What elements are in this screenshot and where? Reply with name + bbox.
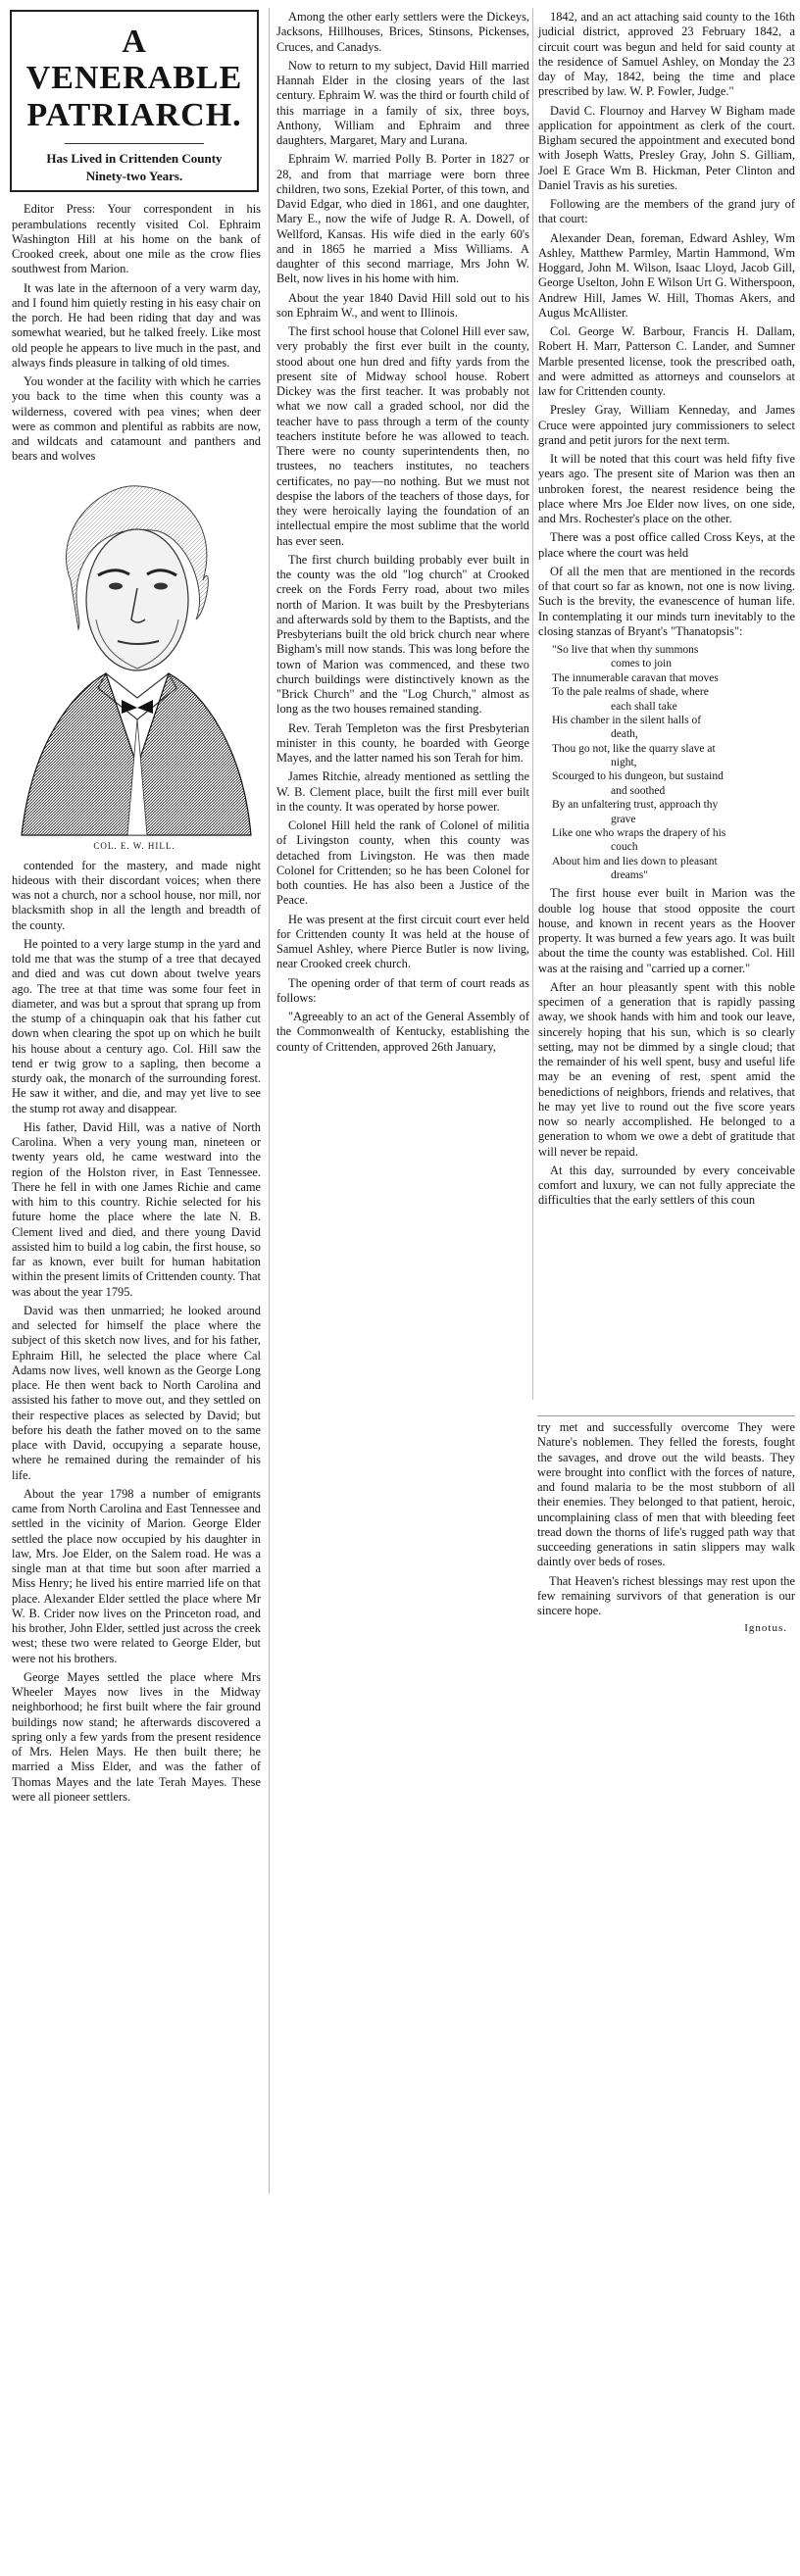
- paragraph: George Mayes settled the place where Mrs Wheeler Mayes now lives in the Midway neighborhood; he first built where the fair ground buildings now stand; he afterwards discovered a spring only a few yards from the present residence of Mrs. Helen Mays. He then built there; he married a Miss Elder, and was the father of Thomas Mayes and the late Terah Mayes. These were all pioneer settlers.: [12, 1669, 261, 1804]
- paragraph: About the year 1798 a number of emigrants came from North Carolina and East Tennessee and settled in the vicinity of Marion. George Elder settled the place now occupied by his daughter in law, Mrs. Joe Elder, on the Salem road. He was a single man at that time but soon after married a Miss Henry; he lived his entire married life on that place. Alexander Elder settled the place where Mr W. B. Crider now lives on the Princeton road, and his brother, John Elder, settled just across the creek west; these two were related to George Elder, but were not his brothers.: [12, 1486, 261, 1665]
- paragraph: There was a post office called Cross Keys, at the place where the court was held: [538, 530, 795, 560]
- portrait-engraving: [12, 472, 257, 835]
- poem-line: dreams": [611, 869, 648, 881]
- portrait: [10, 472, 259, 851]
- paragraph: David C. Flournoy and Harvey W Bigham made application for appointment as clerk of the court. Bigham secured the appointment and executed bond with Joseph Watts, Presley Gray, John S. Gilliam, Joel E Grace Wm B. Hickman, Peter Clinton and Daniel Travis as his sureties.: [538, 103, 795, 192]
- paragraph: About the year 1840 David Hill sold out to his son Ephraim W., and went to Illinois.: [276, 290, 529, 320]
- paragraph: It was late in the afternoon of a very warm day, and I found him quietly resting in his easy chair on the porch. He had been riding that day and was somewhat wearied, but he talked freely. Like most old people he appears to live much in the past, and always finds pleasure in talking of old times.: [12, 280, 261, 370]
- column-3: [538, 10, 795, 1402]
- poem-line: each shall take: [611, 700, 677, 713]
- subhead-line-1: Has Lived in Crittenden County: [46, 151, 223, 167]
- poem-line: and soothed: [611, 784, 666, 797]
- paragraph: Alexander Dean, foreman, Edward Ashley, Wm Ashley, Matthew Parmley, Martin Hammond, Wm Hoggard, John M. Wilson, Isaac Lloyd, Jacob Gill, George Uselton, John E Wilson Urt G. Witherspoon, Andrew Hill, James W. Hill, Thomas Akers, and Augus McAllister.: [538, 230, 795, 320]
- column-2: [275, 10, 531, 2205]
- poem-line: His chamber in the silent halls of: [552, 714, 702, 726]
- poem-line: Scourged to his dungeon, but sustaind: [552, 770, 724, 783]
- poem-line: Like one who wraps the drapery of his: [552, 826, 726, 839]
- column-rule: [532, 8, 533, 1400]
- paragraph: It will be noted that this court was held fifty five years ago. The present site of Marion was then an unbroken forest, the nearest residence being the place where Mrs Joe Elder now lives, on one side, and Mrs. Rochester's place on the other.: [538, 452, 795, 525]
- poem-line: grave: [611, 813, 636, 825]
- paragraph: That Heaven's richest blessings may rest upon the few remaining survivors of that generation is our sincere hope.: [537, 1573, 795, 1617]
- paragraph: 1842, and an act attaching said county to the 16th judicial district, approved 23 February 1842, a circuit court was begun and held for said county at the residence of Samuel Ashley, on Monday the 23 day of May, 1842, being the time and place prescribed by law. W. P. Fowler, Judge.": [538, 10, 795, 99]
- paragraph: The first house ever built in Marion was the double log house that stood opposite the court house, and known in recent years as the Hoover property. It was burned a few years ago. It was built about the time the county was established. Col. Hill was at the raising and "carried up a corner.": [538, 886, 795, 975]
- paragraph: "Agreeably to an act of the General Assembly of the Commonwealth of Kentucky, establishing the county of Crittenden, approved 26th January,: [276, 1010, 529, 1054]
- paragraph: The first school house that Colonel Hill ever saw, very probably the first ever built in the county, stood about one hun dred and fifty yards from the present site of Midway school house. Robert Dickey was the first teacher. It was probably not what we now call a graded school, nor did the teacher have to pass through a term of the county teachers institute before he was allowed to teach. There were no county superintendents then, no trustees, no teachers institutes, no teachers certificates, no pay—no nothing. But we must not despise the labors of the teachers of those days, for they were heroically laying the foundation of an intellectual empire the most sublime that the world has ever seen.: [276, 324, 529, 548]
- poem-line: night,: [611, 757, 637, 768]
- paragraph: Col. George W. Barbour, Francis H. Dallam, Robert H. Marr, Patterson C. Lander, and Sumner Marble presented license, took the prescribed oath, and were admitted as attorneys and counselors at law for Crittenden county.: [538, 324, 795, 398]
- poem-line: Thou go not, like the quarry slave at: [552, 742, 716, 755]
- column-continuation: [537, 1415, 795, 1635]
- poem-line: About him and lies down to pleasant: [552, 855, 718, 867]
- paragraph: After an hour pleasantly spent with this noble specimen of a generation that is rapidly passing away, we shook hands with him and took our leave, sincerely hoping that his sun, which is so clearly setting, may not be dimmed by a single cloud; that the remainder of his well spent, busy and useful life may be an evening of rest, spent amid the benedictions of neighbors, friends and relatives, that he may yet live to round out the five score years now so nearly accomplished. He belonged to a generation to whom we owe a debt of gratitude that will never be repaid.: [538, 979, 795, 1159]
- subhead-line-2: Ninety-two Years.: [85, 168, 183, 183]
- paragraph: contended for the mastery, and made night hideous with their discordant voices; when there was not a church, nor a school house, nor mill, nor blacksmith shop in all the length and breadth of the county.: [12, 858, 261, 932]
- poem-line: death,: [611, 728, 638, 741]
- headline-box: [10, 10, 259, 192]
- column-rule: [269, 8, 270, 2194]
- poem-line: comes to join: [611, 658, 672, 670]
- paragraph: Of all the men that are mentioned in the records of that court so far as known, not one is now living. Such is the brevity, the evanescence of human life. In contemplating it our minds turn inevitably to the closing stanzas of Bryant's "Thanatopsis":: [538, 564, 795, 638]
- headline: A VENERABLE PATRIARCH.: [25, 24, 243, 133]
- poem-quote: [552, 643, 795, 882]
- paragraph: try met and successfully overcome They were Nature's noblemen. They felled the forests, fought the savages, and drove out the wild beasts. They were brought into conflict with the forces of nature, and found malaria to be the most stubborn of all their enemies. They belonged to that patient, heroic, uncomplaining class of men that with bleeding feet tread down the thorns of life's rugged path way that succeeding generations in satin slippers may walk daintly over beds of roses.: [537, 1420, 795, 1569]
- paragraph: Colonel Hill held the rank of Colonel of militia of Livingston county, when this county was detached from Livingston. He was then made Colonel for Crittenden; so he has been Colonel for both counties. He has also been a Justice of the Peace.: [276, 818, 529, 908]
- paragraph: He was present at the first circuit court ever held for Crittenden county It was held at the house of Samuel Ashley, where Pierce Butler is now living, near Crooked creek church.: [276, 912, 529, 971]
- poem-line: couch: [611, 841, 638, 854]
- column-1: [4, 6, 265, 2564]
- portrait-caption: COL. E. W. HILL.: [93, 840, 175, 851]
- paragraph: You wonder at the facility with which he carries you back to the time when this county was a wilderness, covered with pea vines; when deer were as common and plentiful as rabbits are now, and wildcats and catamount and panthers and bears and wolves: [12, 374, 261, 464]
- paragraph: Editor Press: Your correspondent in his perambulations recently visited Col. Ephraim Washington Hill at his home on the bank of Crooked creek, about one mile as the crow flies southwest from Marion.: [12, 202, 261, 276]
- paragraph: Following are the members of the grand jury of that court:: [538, 197, 795, 226]
- paragraph: Now to return to my subject, David Hill married Hannah Elder in the closing years of the last century. Ephraim W. was the third or fourth child of this marriage in a family of six, three boys, Anthony, William and Ephraim and three daughters, Margaret, Mary and Lurana.: [276, 58, 529, 147]
- paragraph: Among the other early settlers were the Dickeys, Jacksons, Hillhouses, Brices, Stinsons, Pickenses, Cruces, and Canadys.: [276, 10, 529, 54]
- author-signature: Ignotus.: [744, 1622, 787, 1635]
- paragraph: At this day, surrounded by every conceivable comfort and luxury, we can not fully appreciate the difficulties that the early settlers of this coun: [538, 1163, 795, 1208]
- paragraph: He pointed to a very large stump in the yard and told me that was the stump of a tree that decayed and died and was cut down about twelve years ago. The tree at that time was some four feet in diameter, and was but a sprout that sprang up from the stump of a chinquapin oak that his father cut down when clearing the spot up on which he built his house about a century ago. Col. Hill saw the tend er twig grow to a sapling, then become a sturdy oak, the monarch of the surrounding forest. He saw it wither, and die, and may yet live to see the stump rot away and disappear.: [12, 936, 261, 1115]
- poem-line: By an unfaltering trust, approach thy: [552, 799, 719, 812]
- paragraph: The opening order of that term of court reads as follows:: [276, 975, 529, 1005]
- paragraph: His father, David Hill, was a native of North Carolina. When a very young man, nineteen or twenty years old, he came westward into the region of the Holston river, in East Tennessee. There he fell in with one James Richie and came with him to this country. Richie selected for his future home the place where the late N. B. Clement lived and died, and there young David assisted him to build a log cabin, the first house, so far as known, ever built for human habitation within the present limits of Crittenden county. That was about the year 1795.: [12, 1119, 261, 1299]
- poem-line: "So live that when thy summons: [552, 644, 699, 656]
- paragraph: Rev. Terah Templeton was the first Presbyterian minister in this county, he boarded with George Mayes, and the latter named his son Terah for him.: [276, 720, 529, 765]
- paragraph: Presley Gray, William Kenneday, and James Cruce were appointed jury commissioners to select grand and petit jurors for the next term.: [538, 403, 795, 447]
- poem-line: The innumerable caravan that moves: [552, 671, 719, 684]
- paragraph: David was then unmarried; he looked around and selected for himself the place where the subject of this sketch now lives, and for his father, Ephraim Hill, he selected the place where Cal Adams now lives, well known as the George Long place. He then went back to North Carolina and assisted his father to move out, and they settled on their respective places as selected by David; but before his death the father moved on to the same place with David, occupying a separate house, where he remained during the remainder of his life.: [12, 1303, 261, 1482]
- poem-line: To the pale realms of shade, where: [552, 686, 709, 699]
- paragraph: The first church building probably ever built in the county was the old "log church" at Crooked creek on the Fords Ferry road, about two miles north of Marion. It was built by the Presbyterians and afterwards sold by them to the Baptists, and the Presbyterians built the old brick church near where Bigham's mill now stands. This was long before the town of Marion was commenced, and these two church buildings were distinctively known as the "Brick Church" and the "Log Church," almost as long as the two houses remained standing.: [276, 552, 529, 717]
- paragraph: James Ritchie, already mentioned as settling the W. B. Clement place, built the first mill ever built in the county. It was operated by horse power.: [276, 769, 529, 814]
- paragraph: Ephraim W. married Polly B. Porter in 1827 or 28, and from that marriage were born three children, two sons, Ezekial Porter, of this town, and David Edgar, who died in 1861, and one daughter, Mary E., now the wife of Judge R. A. Dowell, of Wellford, Kansas. His wife died in the early 60's and in 1865 he married a Miss Williams. A daughter of this second marriage, Mrs John W. Belt, now lives in his home with him.: [276, 152, 529, 286]
